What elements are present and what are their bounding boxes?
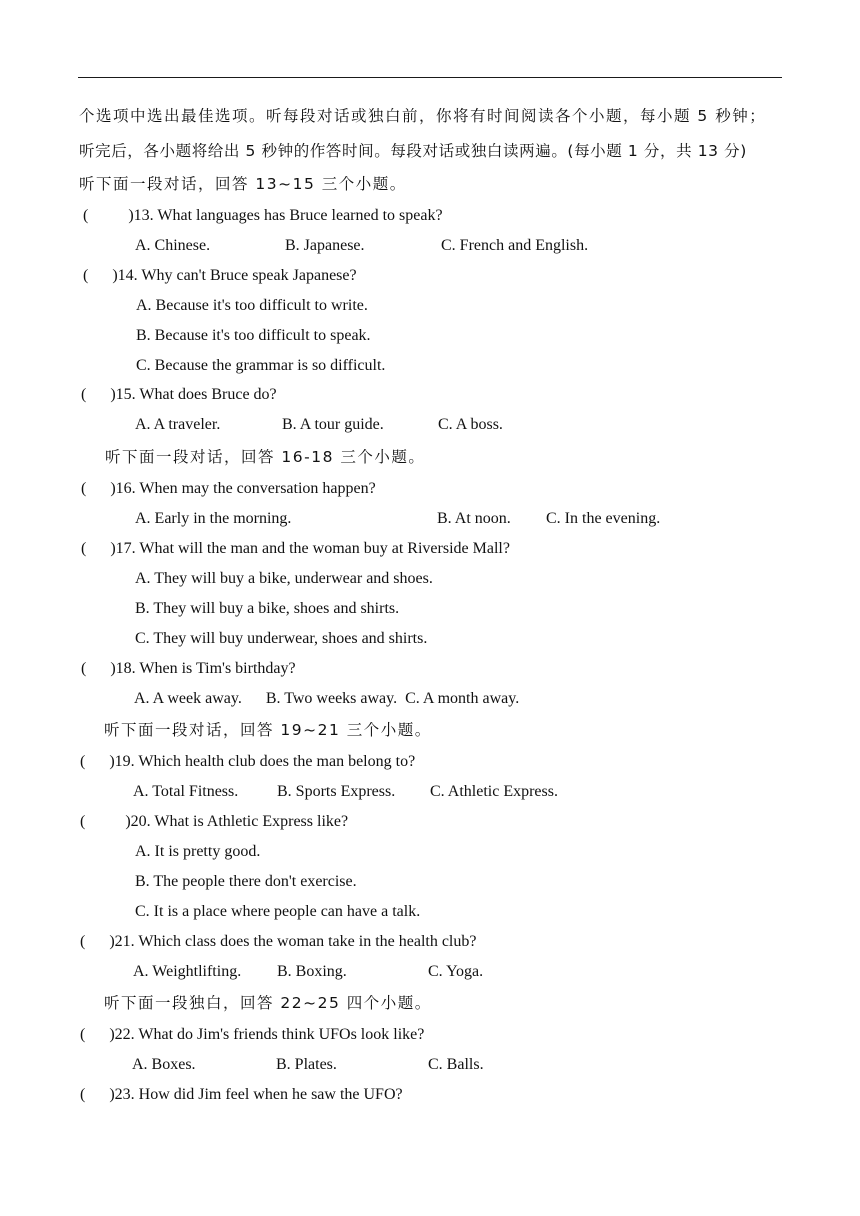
question-14-option-b: B. Because it's too difficult to speak. [136, 327, 371, 344]
question-20-stem: ( )20. What is Athletic Express like? [80, 813, 349, 830]
question-19-option-b: B. Sports Express. [277, 783, 396, 800]
question-15-option-a: A. A traveler. [135, 416, 221, 433]
question-20-option-a: A. It is pretty good. [135, 843, 261, 860]
question-16-option-c: C. In the evening. [546, 510, 661, 527]
section-heading-22-25: 听下面一段独白，回答 22~25 四个小题。 [104, 994, 432, 1012]
question-15-stem: ( )15. What does Bruce do? [81, 386, 277, 403]
question-21-stem: ( )21. Which class does the woman take in the health club? [80, 933, 477, 950]
question-16-option-a: A. Early in the morning. [135, 510, 292, 527]
question-19-option-a: A. Total Fitness. [133, 783, 239, 800]
question-20-option-b: B. The people there don't exercise. [135, 873, 357, 890]
question-21-option-a: A. Weightlifting. [133, 963, 242, 980]
question-21-option-c: C. Yoga. [428, 963, 484, 980]
question-13-option-a: A. Chinese. [135, 237, 211, 254]
question-13-option-b: B. Japanese. [285, 237, 365, 254]
question-14-option-a: A. Because it's too difficult to write. [136, 297, 368, 314]
question-17-option-b: B. They will buy a bike, shoes and shirts. [135, 600, 400, 617]
question-16-stem: ( )16. When may the conversation happen? [81, 480, 376, 497]
question-15-option-b: B. A tour guide. [282, 416, 384, 433]
section-heading-19-21: 听下面一段对话，回答 19~21 三个小题。 [104, 721, 432, 739]
question-21-option-b: B. Boxing. [277, 963, 347, 980]
question-13-stem: ( )13. What languages has Bruce learned to speak? [83, 207, 443, 224]
header-rule [78, 77, 782, 78]
section-heading-16-18: 听下面一段对话，回答 16-18 三个小题。 [105, 448, 426, 466]
question-20-option-c: C. It is a place where people can have a talk. [135, 903, 421, 920]
section-heading-13-15: 听下面一段对话，回答 13~15 三个小题。 [79, 175, 407, 193]
question-18-options: A. A week away. B. Two weeks away. C. A month away. [134, 690, 520, 707]
question-23-stem: ( )23. How did Jim feel when he saw the UFO? [80, 1086, 403, 1103]
question-15-option-c: C. A boss. [438, 416, 503, 433]
question-17-option-c: C. They will buy underwear, shoes and shirts. [135, 630, 428, 647]
question-17-stem: ( )17. What will the man and the woman buy at Riverside Mall? [81, 540, 510, 557]
question-13-option-c: C. French and English. [441, 237, 589, 254]
question-14-option-c: C. Because the grammar is so difficult. [136, 357, 386, 374]
question-22-option-c: C. Balls. [428, 1056, 484, 1073]
question-19-option-c: C. Athletic Express. [430, 783, 558, 800]
question-22-option-a: A. Boxes. [132, 1056, 196, 1073]
question-18-stem: ( )18. When is Tim's birthday? [81, 660, 296, 677]
question-19-stem: ( )19. Which health club does the man belong to? [80, 753, 416, 770]
question-17-option-a: A. They will buy a bike, underwear and shoes. [135, 570, 433, 587]
intro-line-2: 听完后，各小题将给出 5 秒钟的作答时间。每段对话或独白读两遍。(每小题 1 分，共 13 分) [79, 142, 747, 160]
question-14-stem: ( )14. Why can't Bruce speak Japanese? [83, 267, 357, 284]
intro-line-1: 个选项中选出最佳选项。听每段对话或独白前，你将有时间阅读各个小题，每小题 5 秒钟； [79, 107, 767, 125]
question-22-option-b: B. Plates. [276, 1056, 337, 1073]
question-22-stem: ( )22. What do Jim's friends think UFOs look like? [80, 1026, 425, 1043]
question-16-option-b: B. At noon. [437, 510, 511, 527]
